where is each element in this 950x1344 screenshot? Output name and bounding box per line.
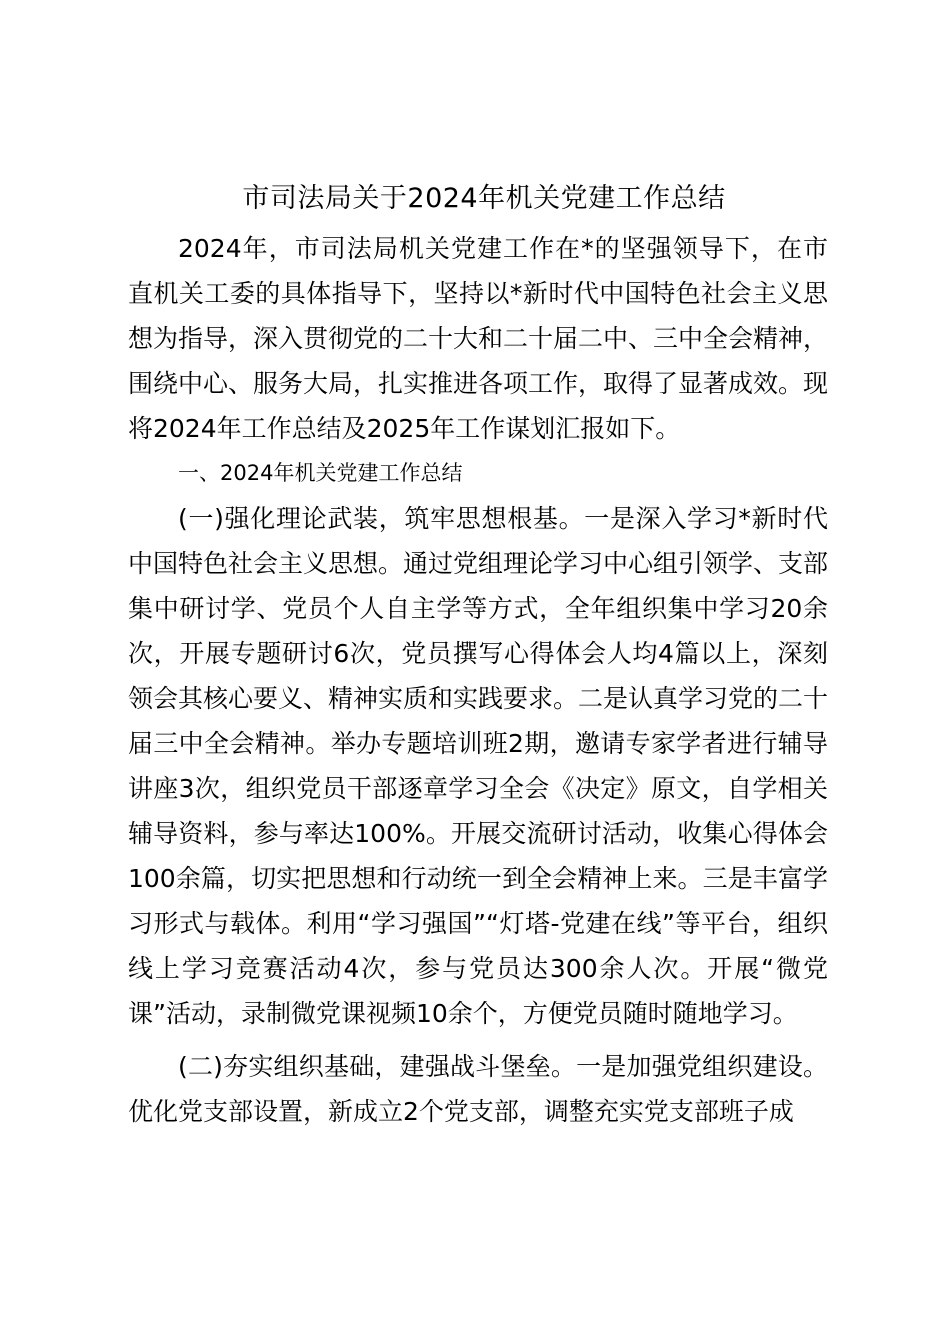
- paragraph-part-1: (一)强化理论武装，筑牢思想根基。一是深入学习*新时代中国特色社会主义思想。通过党组理论学习中心组引领学、支部集中研讨学、党员个人自主学等方式，全年组织集中学习20余次，开展专题研讨6次，党员撰写心得体会人均4篇以上，深刻领会其核心要义、精神实质和实践要求。二是认真学习党的二十届三中全会精神。举办专题培训班2期，邀请专家学者进行辅导讲座3次，组织党员干部逐章学习全会《决定》原文，自学相关辅导资料，参与率达100%。开展交流研讨活动，收集心得体会100余篇，切实把思想和行动统一到全会精神上来。三是丰富学习形式与载体。利用“学习强国”“灯塔-党建在线”等平台，组织线上学习竞赛活动4次，参与党员达300余人次。开展“微党课”活动，录制微党课视频10余个，方便党员随时随地学习。: [128, 504, 829, 1028]
- section-heading: 一、2024年机关党建工作总结: [178, 461, 463, 485]
- paragraph-part-2: (二)夯实组织基础，建强战斗堡垒。一是加强党组织建设。优化党支部设置，新成立2个党支部，调整充实党支部班子成: [128, 1052, 828, 1126]
- paragraph-gap: [128, 1036, 828, 1044]
- document-page: [128, 172, 828, 1134]
- document-title: 市司法局关于2024年机关党建工作总结: [242, 183, 726, 214]
- intro-paragraph: 2024年，市司法局机关党建工作在*的坚强领导下，在市直机关工委的具体指导下，坚持以*新时代中国特色社会主义思想为指导，深入贯彻党的二十大和二十届二中、三中全会精神，围绕中心、服务大局，扎实推进各项工作，取得了显著成效。现将2024年工作总结及2025年工作谋划汇报如下。: [128, 234, 829, 443]
